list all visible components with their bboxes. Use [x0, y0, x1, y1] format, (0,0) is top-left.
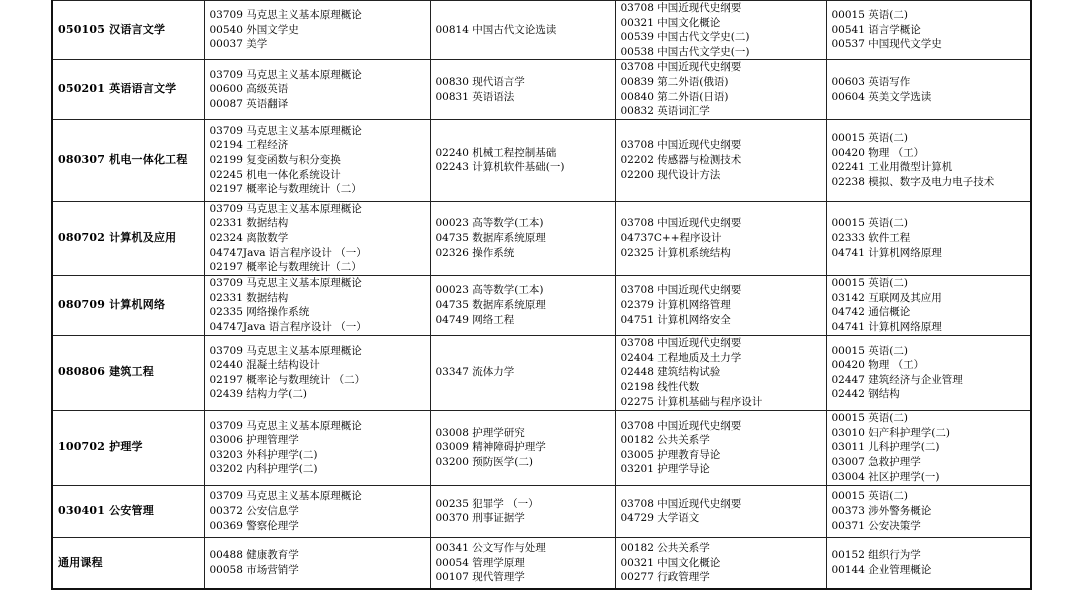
major-name: 050105 汉语言文学 — [58, 22, 166, 36]
course-item: 02194 工程经济 — [209, 139, 289, 152]
course-item: 00023 高等数学(工本) — [435, 284, 544, 297]
course-item: 03006 护理管理学 — [209, 434, 299, 447]
course-item: 00144 企业管理概论 — [831, 563, 932, 576]
table-row — [52, 410, 1031, 485]
course-cell-5 — [826, 275, 1031, 335]
course-item: 03010 妇产科护理学(二) — [831, 426, 950, 439]
course-cell-5 — [826, 335, 1031, 410]
course-cell-3 — [430, 335, 615, 410]
exam-course-table — [51, 0, 1032, 590]
course-cell-3 — [430, 275, 615, 335]
course-item: 00840 第二外语(日语) — [620, 90, 729, 103]
course-item: 02198 线性代数 — [620, 381, 700, 394]
course-item: 02197 概率论与数理统计（二） — [209, 261, 362, 274]
course-item: 00087 英语翻译 — [209, 97, 289, 110]
course-item: 00015 英语(二) — [831, 277, 908, 290]
course-item: 03708 中国近现代史纲要 — [620, 217, 742, 230]
course-item: 00015 英语(二) — [831, 217, 908, 230]
course-item: 00538 中国古代文学史(一) — [620, 45, 750, 58]
course-item: 00371 公安决策学 — [831, 519, 921, 532]
course-cell-5 — [826, 201, 1031, 275]
course-item: 02199 复变函数与积分变换 — [209, 153, 341, 166]
major-name: 080709 计算机网络 — [58, 297, 166, 311]
major-cell — [52, 335, 204, 410]
table-row — [52, 537, 1031, 589]
course-item: 00152 组织行为学 — [831, 549, 921, 562]
table-row — [52, 335, 1031, 410]
course-cell-2 — [204, 1, 430, 60]
course-item: 00182 公共关系学 — [620, 542, 710, 555]
course-item: 00370 刑事证据学 — [435, 512, 525, 525]
course-cell-2 — [204, 537, 430, 589]
table-row — [52, 485, 1031, 537]
course-cell-2 — [204, 119, 430, 201]
course-item: 02404 工程地质及土力学 — [620, 351, 742, 364]
course-item: 02238 模拟、数字及电力电子技术 — [831, 175, 995, 188]
course-item: 00107 现代管理学 — [435, 571, 525, 584]
table-row — [52, 119, 1031, 201]
course-item: 04747Java 语言程序设计 （一） — [209, 246, 367, 259]
course-cell-3 — [430, 119, 615, 201]
course-item: 00814 中国古代文论选读 — [435, 23, 557, 36]
course-cell-2 — [204, 60, 430, 119]
major-cell — [52, 275, 204, 335]
major-name: 080307 机电一体化工程 — [58, 152, 188, 166]
course-item: 00037 美学 — [209, 38, 268, 51]
course-item: 03709 马克思主义基本原理概论 — [209, 344, 362, 357]
course-item: 00832 英语词汇学 — [620, 105, 710, 118]
course-item: 00541 语言学概论 — [831, 23, 921, 36]
course-cell-4 — [615, 485, 826, 537]
table-row — [52, 60, 1031, 119]
course-item: 00015 英语(二) — [831, 344, 908, 357]
course-cell-4 — [615, 201, 826, 275]
course-item: 02331 数据结构 — [209, 291, 289, 304]
course-cell-2 — [204, 485, 430, 537]
course-item: 02325 计算机系统结构 — [620, 246, 731, 259]
table-row — [52, 1, 1031, 60]
course-item: 00540 外国文学史 — [209, 23, 299, 36]
course-item: 00058 市场营销学 — [209, 563, 299, 576]
major-name: 080806 建筑工程 — [58, 365, 154, 379]
course-item: 02245 机电一体化系统设计 — [209, 168, 341, 181]
course-item: 02333 软件工程 — [831, 231, 911, 244]
course-item: 00372 公安信息学 — [209, 504, 299, 517]
course-item: 03142 互联网及其应用 — [831, 291, 942, 304]
course-item: 00277 行政管理学 — [620, 571, 710, 584]
course-item: 04742 通信概论 — [831, 306, 911, 319]
course-item: 02442 钢结构 — [831, 388, 900, 401]
course-cell-4 — [615, 537, 826, 589]
course-item: 02275 计算机基础与程序设计 — [620, 395, 763, 408]
course-cell-4 — [615, 410, 826, 485]
course-item: 00015 英语(二) — [831, 490, 908, 503]
course-item: 03708 中国近现代史纲要 — [620, 419, 742, 432]
course-item: 03709 马克思主义基本原理概论 — [209, 202, 362, 215]
course-item: 03709 马克思主义基本原理概论 — [209, 124, 362, 137]
course-cell-4 — [615, 60, 826, 119]
course-cell-4 — [615, 275, 826, 335]
course-item: 03009 精神障碍护理学 — [435, 441, 546, 454]
course-item: 03709 马克思主义基本原理概论 — [209, 277, 362, 290]
course-item: 03202 内科护理学(二) — [209, 463, 318, 476]
course-item: 03200 预防医学(二) — [435, 456, 533, 469]
course-cell-5 — [826, 119, 1031, 201]
course-item: 02197 概率论与数理统计 （二） — [209, 373, 366, 386]
course-item: 02200 现代设计方法 — [620, 168, 721, 181]
course-item: 00537 中国现代文学史 — [831, 38, 942, 51]
course-cell-5 — [826, 410, 1031, 485]
course-item: 00015 英语(二) — [831, 9, 908, 22]
table-row — [52, 275, 1031, 335]
course-item: 00015 英语(二) — [831, 412, 908, 425]
course-item: 03708 中国近现代史纲要 — [620, 139, 742, 152]
course-cell-3 — [430, 201, 615, 275]
course-item: 00600 高级英语 — [209, 83, 289, 96]
course-item: 00420 物理 （工） — [831, 359, 925, 372]
course-cell-3 — [430, 1, 615, 60]
course-item: 03708 中国近现代史纲要 — [620, 497, 742, 510]
course-item: 02326 操作系统 — [435, 246, 515, 259]
course-item: 03709 马克思主义基本原理概论 — [209, 68, 362, 81]
course-item: 02379 计算机网络管理 — [620, 298, 731, 311]
course-item: 03708 中国近现代史纲要 — [620, 2, 742, 14]
course-item: 02448 建筑结构试验 — [620, 366, 721, 379]
course-item: 03708 中国近现代史纲要 — [620, 61, 742, 74]
table-row — [52, 201, 1031, 275]
course-item: 00321 中国文化概论 — [620, 556, 721, 569]
course-item: 04749 网络工程 — [435, 313, 515, 326]
course-item: 00488 健康教育学 — [209, 549, 299, 562]
course-item: 00182 公共关系学 — [620, 434, 710, 447]
course-cell-2 — [204, 201, 430, 275]
course-item: 00054 管理学原理 — [435, 556, 525, 569]
course-item: 00373 涉外警务概论 — [831, 504, 932, 517]
course-cell-4 — [615, 1, 826, 60]
major-cell — [52, 60, 204, 119]
course-item: 04735 数据库系统原理 — [435, 298, 546, 311]
course-item: 00023 高等数学(工本) — [435, 217, 544, 230]
course-item: 04741 计算机网络原理 — [831, 320, 942, 333]
course-item: 00604 英美文学选读 — [831, 90, 932, 103]
course-item: 00235 犯罪学 （一） — [435, 497, 539, 510]
major-name: 通用课程 — [58, 555, 103, 569]
course-cell-2 — [204, 410, 430, 485]
course-item: 02331 数据结构 — [209, 217, 289, 230]
course-item: 00603 英语写作 — [831, 75, 911, 88]
major-cell — [52, 201, 204, 275]
course-item: 03709 马克思主义基本原理概论 — [209, 490, 362, 503]
course-item: 00420 物理 （工） — [831, 146, 925, 159]
course-cell-5 — [826, 1, 1031, 60]
major-name: 030401 公安管理 — [58, 503, 154, 517]
course-item: 02335 网络操作系统 — [209, 306, 310, 319]
course-item: 00321 中国文化概论 — [620, 16, 721, 29]
course-cell-2 — [204, 335, 430, 410]
course-item: 03201 护理学导论 — [620, 463, 710, 476]
course-item: 03005 护理教育导论 — [620, 448, 721, 461]
course-item: 02447 建筑经济与企业管理 — [831, 373, 963, 386]
table-body — [52, 1, 1031, 590]
course-item: 02243 计算机软件基础(一) — [435, 161, 565, 174]
course-item: 02197 概率论与数理统计（二） — [209, 183, 362, 196]
course-item: 03709 马克思主义基本原理概论 — [209, 419, 362, 432]
course-item: 00369 警察伦理学 — [209, 519, 299, 532]
course-item: 04741 计算机网络原理 — [831, 246, 942, 259]
course-item: 03347 流体力学 — [435, 366, 515, 379]
course-item: 02439 结构力学(二) — [209, 388, 307, 401]
course-item: 02240 机械工程控制基础 — [435, 146, 557, 159]
course-item: 03011 儿科护理学(二) — [831, 441, 940, 454]
course-cell-4 — [615, 119, 826, 201]
course-item: 00341 公文写作与处理 — [435, 542, 546, 555]
course-item: 04737C++程序设计 — [620, 231, 722, 244]
major-cell — [52, 1, 204, 60]
course-item: 03203 外科护理学(二) — [209, 448, 318, 461]
course-item: 00831 英语语法 — [435, 90, 515, 103]
course-item: 04735 数据库系统原理 — [435, 231, 546, 244]
course-item: 00539 中国古代文学史(二) — [620, 31, 750, 44]
major-cell — [52, 410, 204, 485]
course-item: 03007 急救护理学 — [831, 456, 921, 469]
course-item: 03004 社区护理学(一) — [831, 470, 940, 483]
course-cell-2 — [204, 275, 430, 335]
course-item: 03008 护理学研究 — [435, 426, 525, 439]
course-cell-5 — [826, 485, 1031, 537]
course-cell-3 — [430, 485, 615, 537]
major-cell — [52, 485, 204, 537]
course-item: 02324 离散数学 — [209, 231, 289, 244]
course-cell-4 — [615, 335, 826, 410]
course-item: 02241 工业用微型计算机 — [831, 161, 953, 174]
course-item: 03708 中国近现代史纲要 — [620, 284, 742, 297]
major-name: 080702 计算机及应用 — [58, 230, 177, 244]
course-item: 03708 中国近现代史纲要 — [620, 337, 742, 350]
course-item: 04729 大学语文 — [620, 512, 700, 525]
course-item: 03709 马克思主义基本原理概论 — [209, 9, 362, 22]
course-cell-3 — [430, 60, 615, 119]
course-item: 00015 英语(二) — [831, 132, 908, 145]
major-cell — [52, 119, 204, 201]
course-item: 02202 传感器与检测技术 — [620, 153, 742, 166]
course-cell-5 — [826, 537, 1031, 589]
major-name: 050201 英语语言文学 — [58, 82, 177, 96]
course-cell-5 — [826, 60, 1031, 119]
course-cell-3 — [430, 537, 615, 589]
major-name: 100702 护理学 — [58, 440, 143, 454]
course-item: 04751 计算机网络安全 — [620, 313, 731, 326]
course-cell-3 — [430, 410, 615, 485]
course-item: 02440 混凝土结构设计 — [209, 359, 320, 372]
course-item: 00839 第二外语(俄语) — [620, 75, 729, 88]
major-cell — [52, 537, 204, 589]
course-item: 00830 现代语言学 — [435, 75, 525, 88]
course-item: 04747Java 语言程序设计 （一） — [209, 320, 367, 333]
